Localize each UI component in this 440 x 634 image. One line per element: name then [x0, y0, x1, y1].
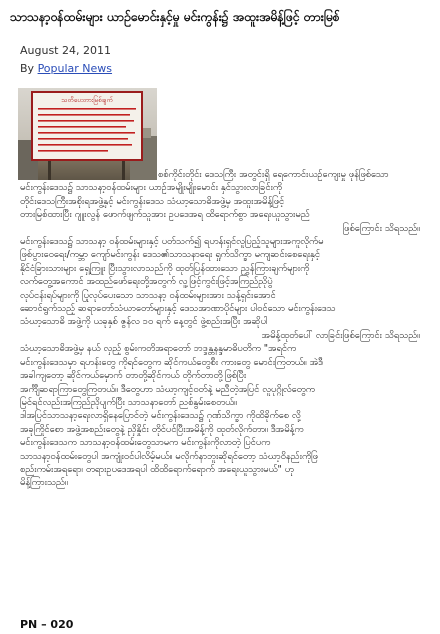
article-paragraph-line: မင်းကွန်းဒေသမှာ ရဟန်းတွေ ကိုရင်တွေက ဆိုင်ကယ်တွေစီး ကားတွေ မောင်းကြတယ်။ အဲဒီ — [20, 356, 323, 368]
byline-prefix: By — [20, 62, 35, 75]
article-paragraph-line: မင်းကွန်းဒေသ၌ သာသနာ့ဝန်ထမ်းများ ယာဉ်အမျိုးမျိုးမောင်း နှင်သွားလာခြင်းကို — [20, 182, 282, 194]
article-body — [20, 169, 420, 490]
article-paragraph-line: လက်တွေ့အကောင် အထည်ဖော်ရေးတို့အတွက် လူ့ဖြင့်ကွင်းဖြင့်အကြည်ညိုပွဲ — [20, 276, 273, 288]
article-paragraph-line: အခုကြိုင်စော အဖွဲ့အစည်းတွေနဲ့ ညှိနှိုင်း တိုင်ပင်ပြီးအမိန့်ကို ထုတ်လိုက်တာ။ ဒီအမိန့်က — [20, 423, 304, 435]
author-link[interactable]: Popular News — [37, 62, 113, 75]
footer-code: PN – 020 — [20, 618, 74, 631]
article-paragraph-line: စည်းကမ်းအရရော၊ တရားဥပဒေအရပါ ထိထိရောက်ရောက် အရေးယူသွားမယ်" ဟု — [20, 463, 294, 475]
article-paragraph-line: အမိန့်ထုတ်ပေါ် လာခြင်းဖြစ်ကြောင်း သိရသည်။ — [261, 329, 420, 341]
article-paragraph-line: အင်္ကျီဆရာကြာတွေကြတယ်။ ဒီတွေဟာ သံဃာ့ကျင့်ဝတ်နဲ့ မညီတဲ့အပြင် လူပုဂ္ဂိုလ်တွေက — [20, 383, 315, 395]
article-paragraph-line: တိုင်းဒေသကြီးအစိုးရအဖွဲ့နှင့် မင်းကွန်းဒေသ သံဃာ့သောဓိအဖွဲ့မှ အထူးအမိန့်ဖြင့် — [20, 195, 285, 207]
article-paragraph-line: ဖြစ်ကြောင်း သိရသည်။ — [342, 222, 420, 234]
byline — [20, 60, 112, 78]
sign-heading: သတိပေးတားမြစ်ချက် — [61, 96, 113, 104]
article-paragraph-line: စစ်ကိုင်းတိုင်း ဒေသကြီး အတွင်းရှိ ရေကောင်းယဉ်ကျေးမှု ဖုန်ဖြစ်သော — [158, 169, 389, 180]
article-meta — [20, 42, 112, 78]
article-title: သာသနာ့ဝန်ထမ်းများ ယာဉ်မောင်းနှင့်မှု မင်းကွန်း၌ အထူးအမိန့်ဖြင့် တားမြစ် — [10, 9, 340, 24]
signboard-photo — [18, 88, 157, 180]
article-paragraph-line: တားမြစ်ထားပြီး ဂျူးလွန် ဖောက်ဖျက်သူအား ဥပဒေအရ ထိရောက်စွာ အရေးယူသွားမည် — [20, 209, 310, 221]
article-paragraph-line: နိုင်ငံခြားသားများ ရှေ့ကြူး ပြီးသွားလာသည်ကို ထုတ်ပြန်ထားသော ညွှန်ကြားချက်များကို — [20, 262, 310, 274]
article-paragraph-line: သံဃာ့သောဓိအဖွဲ့မှ နယ် လှည့် စွမ်းကတိအရာတော် ဘဒ္ဒန္တနန္ဒမာဓိပတိက "အရင်က — [20, 343, 297, 355]
article-paragraph-line: ဒါအပြင်သာသနာ့ရေးလာရှိနေပြောင်တဲ့ မင်းကွန်းဒေသ၌ ဂုဏ်သိက္ခာ ကိုထိခိုက်စေ လို့ — [20, 410, 301, 422]
article-paragraph-line: မြင်ရင်လည်းအကြည်ညိုပျက်ပြီး သာသနာတော် ညစ်နွမ်းစေတယ်။ — [20, 396, 237, 408]
article-paragraph-line: သာသနာ့ဝန်ထမ်းတွေပါ အကျုံးဝင်ပါလိမ့်မယ်။ မလိုက်နာဘူးဆိုရင်တော့ သံဃာ့ဝိနည်းကိုဖြ — [20, 450, 318, 462]
article-paragraph-line: မင်းကွန်းဒေသက သာသနာ့ဝန်ထမ်းတွေသာမက မင်းကွန်းကိုလာတဲ့ ပြင်ပက — [20, 437, 271, 449]
article-paragraph-line: မိန့်ကြားသည်။ — [20, 477, 68, 489]
article-paragraph-line: အခါကျတော့ ဆိုင်ကယ်မှောက် တာတို့ဆိုင်ကယ် တိုက်တာတို့ဖြစ်ပြီး — [20, 370, 247, 382]
article-paragraph-line: ဖြစ်ပွားဝေရေး/ကမ္ဘာ ကျော်မင်းကွန်း ဒေသ၏သာသနာရေး ရှုက်သိက္ခာ မကျဆင်းစေရေးနှင့် — [20, 249, 321, 261]
article-date: August 24, 2011 — [20, 44, 111, 57]
article-paragraph-line: သံဃာ့သောဓိ အဖွဲ့ကို ယခုနှစ် ဇွန်လ ၁၀ ရက် နေ့တွင် ဖွဲ့စည်းအပြီး အဆိုပါ — [20, 316, 268, 328]
article-photo — [18, 88, 157, 180]
article-paragraph-line: လုပ်ငန်းရပ်များကို ပြုလုပ်ပေးသော သာသနာ့ ဝန်ထမ်းများအား သန့်ရှင်းအောင် — [20, 289, 276, 301]
article-paragraph-line: ဆောင်ရွက်သည့် ဆရာတော်သံဃာတော်များနှင့် ဒေသအာဏာပိုင်များ ပါဝင်သော မင်းကွန်းဒေသ — [20, 303, 336, 315]
article-paragraph-line: မင်းကွန်းဒေသ၌ သာသနာ့ ဝန်ထမ်းများနှင့် ပတ်သက်၍ ရဟန်းရှင်လူပြည့်သူများအကူလိုက်မ — [20, 236, 324, 248]
